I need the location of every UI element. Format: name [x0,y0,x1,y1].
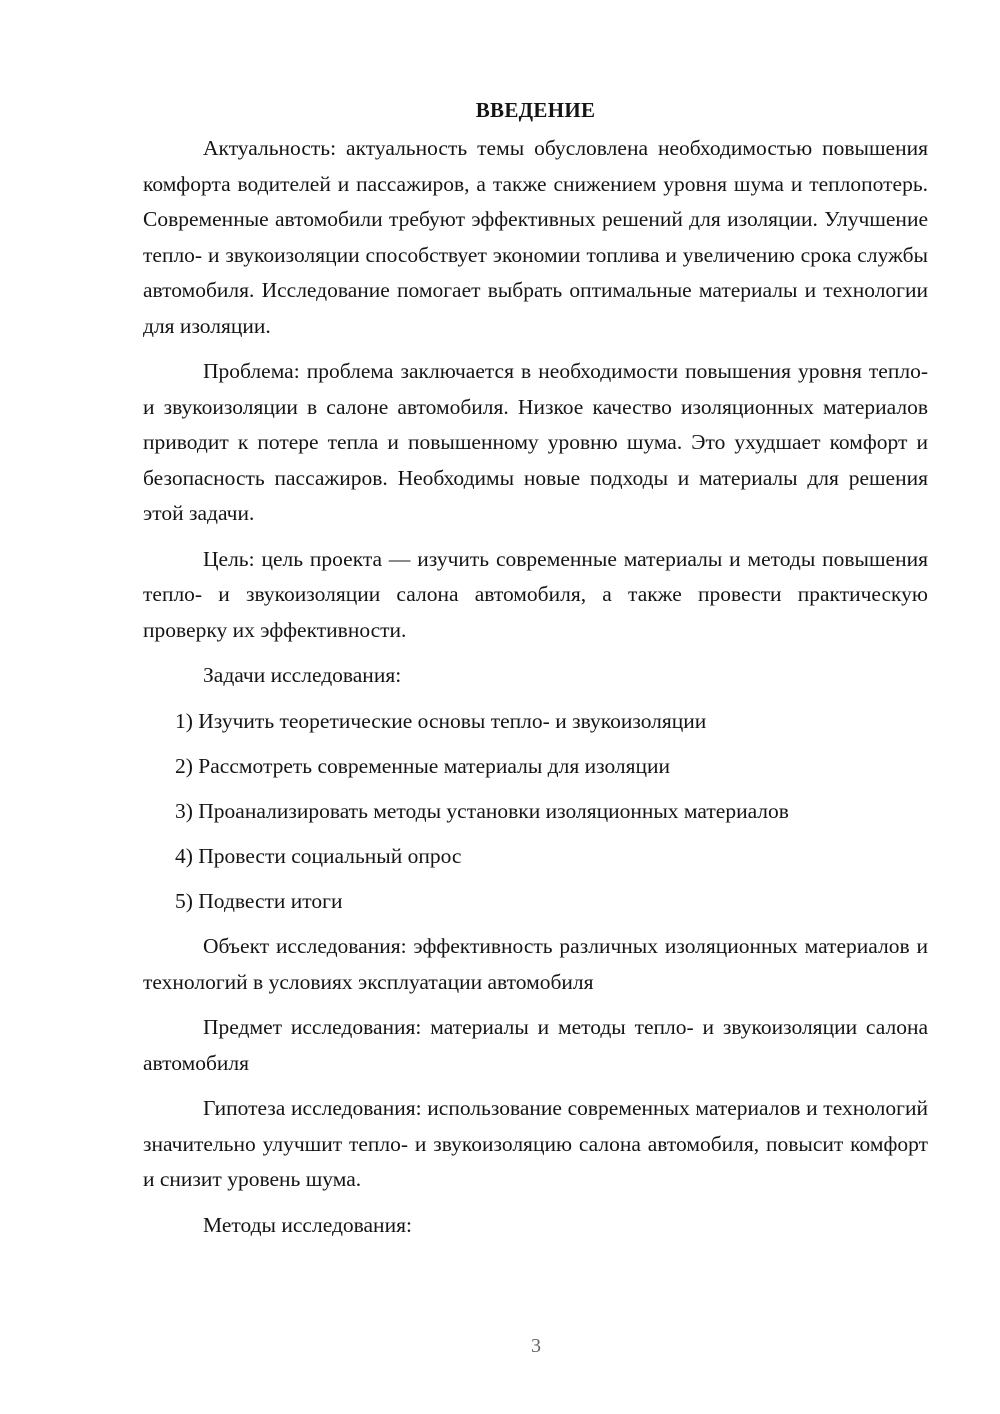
section-heading: ВВЕДЕНИЕ [475,98,596,122]
hypothesis-paragraph: Гипотеза исследования: использование современных материалов и технологий значительно улучшит тепло- и звукоизоляцию салона автомобиля, повысит комфорт и снизит уровень шума. [143,1096,928,1191]
list-item: 3) Проанализировать методы установки изоляционных материалов [175,798,789,823]
subject-paragraph: Предмет исследования: материалы и методы тепло- и звукоизоляции салона автомобиля [143,1015,928,1075]
problem-paragraph: Проблема: проблема заключается в необходимости повышения уровня тепло- и звукоизоляции в салоне автомобиля. Низкое качество изоляционных материалов приводит к потере тепла и повышенному уровню шума. Это ухудшает комфорт и безопасность пассажиров. Необходимы новые подходы и материалы для решения этой задачи. [143,359,928,525]
methods-title: Методы исследования: [203,1212,412,1237]
document-page [143,95,928,1253]
page-number: 3 [531,1335,541,1357]
tasks-list [143,704,928,920]
object-paragraph: Объект исследования: эффективность различных изоляционных материалов и технологий в условиях эксплуатации автомобиля [143,934,928,994]
goal-paragraph: Цель: цель проекта — изучить современные материалы и методы повышения тепло- и звукоизоляции салона автомобиля, а также провести практическую проверку их эффективности. [143,546,928,642]
list-item: 4) Провести социальный опрос [175,843,462,868]
list-item: 2) Рассмотреть современные материалы для изоляции [175,753,671,778]
tasks-title: Задачи исследования: [203,663,402,687]
list-item: 5) Подвести итоги [175,888,343,913]
relevance-paragraph: Актуальность: актуальность темы обусловлена необходимостью повышения комфорта водителей и пассажиров, а также снижением уровня шума и теплопотерь. Современные автомобили требуют эффективных решений для изоляции. Улучшение тепло- и звукоизоляции способствует экономии топлива и увеличению срока службы автомобиля. Исследование помогает выбрать оптимальные материалы и технологии для изоляции. [143,136,928,338]
list-item: 1) Изучить теоретические основы тепло- и звукоизоляции [175,708,707,733]
